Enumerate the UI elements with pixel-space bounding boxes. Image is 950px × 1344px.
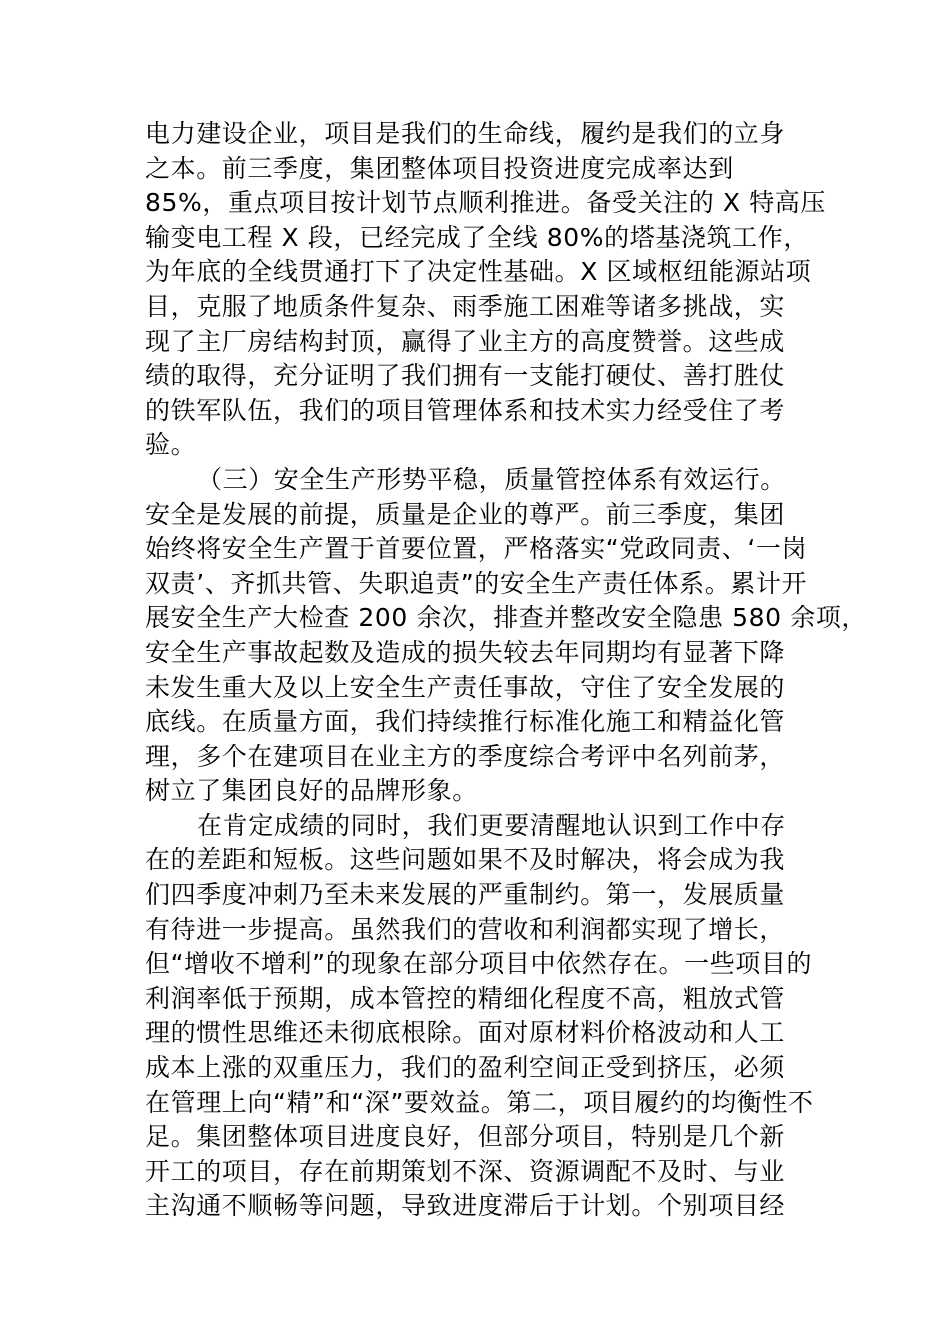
text-line: 在的差距和短板。这些问题如果不及时解决，将会成为我 bbox=[145, 845, 786, 875]
text-line: 在肯定成绩的同时，我们更要清醒地认识到工作中存 bbox=[197, 810, 786, 840]
text-line: 主沟通不顺畅等问题，导致进度滞后于计划。个别项目经 bbox=[145, 1191, 786, 1221]
text-line: 85%，重点项目按计划节点顺利推进。备受关注的 X 特高压 bbox=[145, 188, 826, 218]
text-line: 电力建设企业，项目是我们的生命线，履约是我们的立身 bbox=[145, 119, 786, 148]
text-line: 树立了集团良好的品牌形象。 bbox=[145, 776, 478, 806]
document-body bbox=[145, 117, 868, 1224]
text-line: 们四季度冲刺乃至未来发展的严重制约。第一，发展质量 bbox=[145, 880, 786, 910]
text-line: 有待进一步提高。虽然我们的营收和利润都实现了增长， bbox=[145, 914, 786, 944]
section-heading: （三）安全生产形势平稳，质量管控体系有效运行。 bbox=[197, 464, 786, 494]
text-line: 验。 bbox=[145, 430, 197, 460]
text-line: 的铁军队伍，我们的项目管理体系和技术实力经受住了考 bbox=[145, 395, 786, 425]
text-line: 理的惯性思维还未彻底根除。面对原材料价格波动和人工 bbox=[145, 1018, 786, 1048]
paragraph-safety-quality bbox=[145, 463, 868, 809]
text-line: 输变电工程 X 段，已经完成了全线 80%的塔基浇筑工作， bbox=[145, 222, 809, 252]
text-line: 足。集团整体项目进度良好，但部分项目，特别是几个新 bbox=[145, 1122, 786, 1152]
text-line: 但“增收不增利”的现象在部分项目中依然存在。一些项目的 bbox=[145, 949, 813, 979]
text-line: 安全是发展的前提，质量是企业的尊严。前三季度，集团 bbox=[145, 499, 786, 529]
text-line: 双责’、齐抓共管、失职追责”的安全生产责任体系。累计开 bbox=[145, 568, 808, 598]
text-line: 底线。在质量方面，我们持续推行标准化施工和精益化管 bbox=[145, 707, 786, 737]
text-line: 始终将安全生产置于首要位置，严格落实“党政同责、‘一岗 bbox=[145, 534, 808, 564]
text-line: 绩的取得，充分证明了我们拥有一支能打硬仗、善打胜仗 bbox=[145, 361, 786, 391]
paragraph-shortcomings bbox=[145, 809, 845, 1224]
text-line: 现了主厂房结构封顶，赢得了业主方的高度赞誉。这些成 bbox=[145, 326, 786, 356]
text-line: 在管理上向“精”和“深”要效益。第二，项目履约的均衡性不 bbox=[145, 1087, 814, 1117]
text-line: 之本。前三季度，集团整体项目投资进度完成率达到 bbox=[145, 153, 734, 183]
paragraph-project-performance bbox=[145, 117, 845, 463]
text-line: 为年底的全线贯通打下了决定性基础。X 区域枢纽能源站项 bbox=[145, 257, 812, 287]
text-line: 成本上涨的双重压力，我们的盈利空间正受到挤压，必须 bbox=[145, 1053, 786, 1083]
text-line: 理，多个在建项目在业主方的季度综合考评中名列前茅， bbox=[145, 741, 786, 771]
text-line: 未发生重大及以上安全生产责任事故，守住了安全发展的 bbox=[145, 672, 786, 702]
text-line: 利润率低于预期，成本管控的精细化程度不高，粗放式管 bbox=[145, 983, 786, 1013]
text-line: 展安全生产大检查 200 余次，排查并整改安全隐患 580 余项， bbox=[145, 603, 868, 633]
text-line: 开工的项目，存在前期策划不深、资源调配不及时、与业 bbox=[145, 1156, 786, 1186]
text-line: 目，克服了地质条件复杂、雨季施工困难等诸多挑战，实 bbox=[145, 291, 786, 321]
text-line: 安全生产事故起数及造成的损失较去年同期均有显著下降 bbox=[145, 637, 786, 667]
